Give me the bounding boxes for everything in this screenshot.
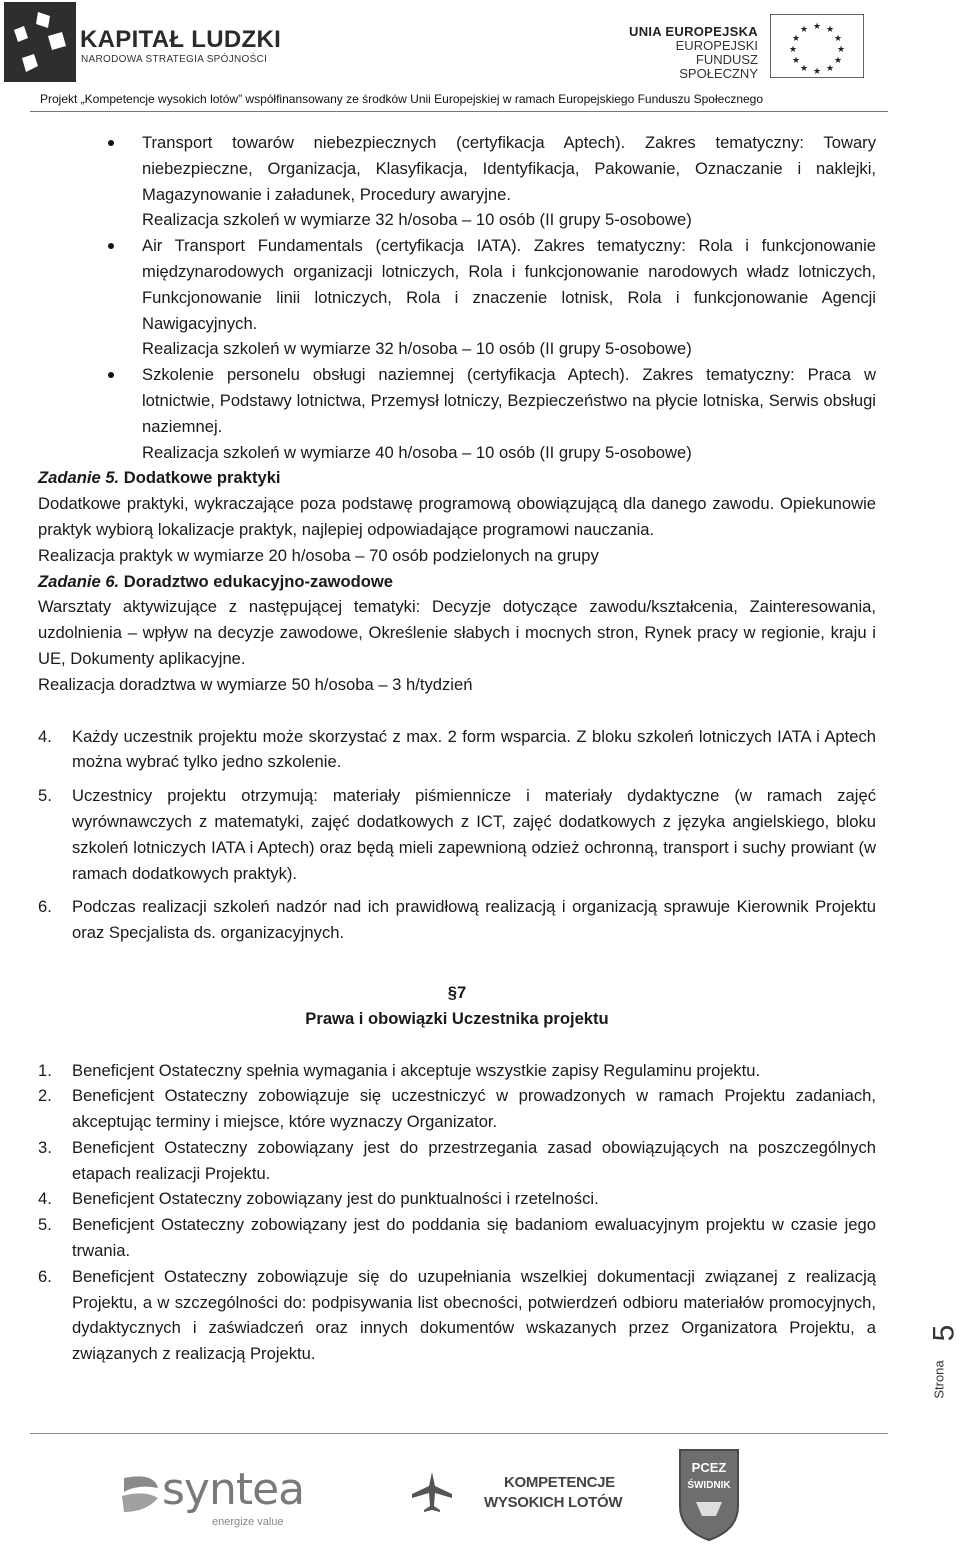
svg-text:★: ★ — [812, 67, 822, 77]
bullet-dot-icon — [108, 243, 114, 249]
pcez-line1: PCEZ — [691, 1460, 727, 1475]
rights-item — [38, 1058, 876, 1084]
rights-number: 5. — [38, 1215, 52, 1235]
bullet-realization: Realizacja szkoleń w wymiarze 32 h/osoba – 10 osób (II grupy 5-osobowe) — [142, 210, 692, 230]
page-label: Strona — [931, 1360, 947, 1399]
syntea-logo — [118, 1460, 305, 1530]
numbered-point — [38, 783, 876, 886]
point-number: 6. — [38, 897, 52, 917]
rights-text: Beneficjent Ostateczny spełnia wymagania i akceptuje wszystkie zapisy Regulaminu projektu. — [72, 1060, 761, 1080]
section-number: §7 — [447, 982, 467, 1002]
point-number: 4. — [38, 726, 52, 746]
spacer — [38, 886, 876, 894]
kompetencje-logo — [400, 1462, 650, 1524]
zadanie6-heading — [38, 569, 876, 595]
kapital-ludzki-subtitle: NARODOWA STRATEGIA SPÓJNOŚCI — [81, 54, 268, 65]
project-funding-line: Projekt „Kompetencje wysokich lotów” współfinansowany ze środków Unii Europejskiej w ramach Europejskiego Funduszu Społecznego — [40, 92, 764, 106]
rights-number: 3. — [38, 1137, 52, 1157]
zadanie5-realization: Realizacja praktyk w wymiarze 20 h/osoba – 70 osób podzielonych na grupy — [38, 545, 599, 565]
bullet-item — [38, 362, 876, 465]
kapital-ludzki-title: KAPITAŁ LUDZKI — [80, 26, 282, 53]
bullet-text: Air Transport Fundamentals (certyfikacja IATA). Zakres tematyczny: Rola i funkcjonowanie międzynarodowych organizacji lotniczych, Rola i funkcjonowanie narodowych władz lotniczych, Funkcjonowanie linii lotniczych, Rola i znaczenie lotnisk, Rola i funkcjonowanie Agencji Nawigacyjnych. — [142, 236, 876, 333]
ue-line2: EUROPEJSKI — [675, 38, 758, 53]
svg-text:★: ★ — [791, 56, 801, 66]
svg-text:★: ★ — [833, 56, 843, 66]
rights-number: 6. — [38, 1266, 52, 1286]
zadanie6-realization: Realizacja doradztwa w wymiarze 50 h/osoba – 3 h/tydzień — [38, 674, 473, 694]
svg-text:★: ★ — [799, 64, 809, 74]
kompetencje-line2: WYSOKICH LOTÓW — [484, 1494, 623, 1511]
point-text: Każdy uczestnik projektu może skorzystać z max. 2 form wsparcia. Z bloku szkoleń lotniczych IATA i Aptech można wybrać tylko jedno szkolenie. — [72, 726, 876, 772]
rights-item — [38, 1264, 876, 1367]
pcez-swidnik-emblem — [676, 1446, 742, 1542]
rights-text: Beneficjent Ostateczny zobowiązuje się do uzupełniania wszelkiej dokumentacji związanej z realizacją Projektu, a w szczególności do: podpisywania list obecności, potwierdzeń odbioru materiałów promocyjnych, dydaktycznych i zaświadczeń oraz innych dokumentów wskazanych przez Organizatora Projektu, a związanych z realizacją Projektu. — [72, 1266, 876, 1364]
bullet-dot-icon — [108, 372, 114, 378]
footer-divider — [30, 1433, 888, 1434]
airplane-icon — [410, 1470, 454, 1514]
numbered-point — [38, 724, 876, 776]
svg-text:★: ★ — [799, 25, 809, 35]
zadanie5-heading — [38, 465, 876, 491]
zadanie5-label: Zadanie 5. — [38, 468, 120, 488]
svg-text:★: ★ — [833, 34, 843, 44]
page-header — [0, 0, 960, 112]
syntea-name: syntea — [162, 1464, 305, 1515]
rights-number: 1. — [38, 1060, 52, 1080]
pcez-line2: ŚWIDNIK — [687, 1480, 731, 1491]
eu-flag-icon — [770, 14, 864, 78]
rights-number: 2. — [38, 1086, 52, 1106]
svg-text:★: ★ — [836, 45, 846, 55]
rights-item — [38, 1186, 876, 1212]
spacer — [38, 775, 876, 783]
ue-line1: UNIA EUROPEJSKA — [629, 24, 758, 39]
rights-text: Beneficjent Ostateczny zobowiązany jest do punktualności i rzetelności. — [72, 1189, 599, 1209]
zadanie5-title: Dodatkowe praktyki — [123, 468, 281, 488]
document-body — [38, 130, 876, 1367]
bullet-dot-icon — [108, 140, 114, 146]
point-text: Uczestnicy projektu otrzymują: materiały piśmiennicze i materiały dydaktyczne (w ramach zajęć wyrównawczych z matematyki, zajęć dodatkowych z ICT, zajęć dodatkowych z języka angielskiego, bloku szkoleń lotniczych IATA i Aptech) oraz będą mieli zapewnioną odzież ochronną, transport i suchy prowiant (w ramach dodatkowych praktyk). — [72, 786, 876, 883]
syntea-tagline: energize value — [212, 1516, 284, 1528]
section-title: Prawa i obowiązki Uczestnika projektu — [305, 1008, 609, 1028]
bullet-realization: Realizacja szkoleń w wymiarze 40 h/osoba – 10 osób (II grupy 5-osobowe) — [142, 442, 692, 462]
rights-item — [38, 1083, 876, 1135]
zadanie5-text: Dodatkowe praktyki, wykraczające poza podstawę programową obowiązującą dla danego zawodu. Opiekunowie praktyk wybiorą lokalizacje praktyk, najlepiej odpowiadające programowi nauczania. — [38, 494, 876, 539]
zadanie6-title: Doradztwo edukacyjno-zawodowe — [123, 571, 394, 591]
svg-text:★: ★ — [791, 34, 801, 44]
kapital-ludzki-logo — [4, 2, 76, 82]
svg-text:★: ★ — [788, 45, 798, 55]
header-divider — [30, 111, 888, 112]
rights-item — [38, 1135, 876, 1187]
rights-item — [38, 1212, 876, 1264]
bullet-item — [38, 233, 876, 362]
zadanie6-text: Warsztaty aktywizujące z następującej tematyki: Decyzje dotyczące zawodu/kształcenia, Zainteresowania, uzdolnienia – wpływ na decyzje zawodowe, Określenie słabych i mocnych stron, Rynek pracy w regionie, kraju i UE, Dokumenty aplikacyjne. — [38, 597, 876, 668]
zadanie6-label: Zadanie 6. — [38, 571, 120, 591]
page-number-marker — [927, 1324, 960, 1410]
bullet-item — [38, 130, 876, 233]
syntea-swirl-icon — [118, 1468, 162, 1518]
svg-text:★: ★ — [825, 64, 835, 74]
bullet-realization: Realizacja szkoleń w wymiarze 32 h/osoba – 10 osób (II grupy 5-osobowe) — [142, 339, 692, 359]
spacer — [38, 946, 876, 972]
kompetencje-line1: KOMPETENCJE — [504, 1474, 615, 1491]
spacer — [38, 972, 876, 980]
bullet-text: Transport towarów niebezpiecznych (certyfikacja Aptech). Zakres tematyczny: Towary niebezpieczne, Organizacja, Klasyfikacja, Identyfikacja, Pakowanie, Oznaczanie i naklejki, Magazynowanie i załadunek, Procedury awaryjne. — [142, 133, 876, 204]
point-text: Podczas realizacji szkoleń nadzór nad ich prawidłową realizacją i organizacją sprawuje Kierownik Projektu oraz Specjalista ds. organizacyjnych. — [72, 897, 876, 943]
rights-text: Beneficjent Ostateczny zobowiązany jest do poddania się badaniom ewaluacyjnym projektu w czasie jego trwania. — [72, 1215, 876, 1261]
rights-number: 4. — [38, 1189, 52, 1209]
rights-text: Beneficjent Ostateczny zobowiązany jest do przestrzegania zasad obowiązujących na poszczególnych etapach realizacji Projektu. — [72, 1137, 876, 1183]
svg-text:★: ★ — [825, 25, 835, 35]
bullet-text: Szkolenie personelu obsługi naziemnej (certyfikacja Aptech). Zakres tematyczny: Praca w lotnictwie, Podstawy lotnictwa, Przemysł lotniczy, Bezpieczeństwo na płycie lotniska, Serwis obsługi naziemnej. — [142, 365, 876, 436]
spacer — [38, 698, 876, 724]
ue-line3: FUNDUSZ SPOŁECZNY — [679, 52, 758, 81]
ue-text-block — [622, 24, 758, 81]
point-number: 5. — [38, 786, 52, 806]
rights-text: Beneficjent Ostateczny zobowiązuje się uczestniczyć w prowadzonych w ramach Projektu zadaniach, akceptując terminy i miejsce, które wyznaczy Organizator. — [72, 1086, 876, 1132]
svg-text:★: ★ — [812, 22, 822, 32]
numbered-point — [38, 894, 876, 946]
page-number: 5 — [927, 1324, 960, 1342]
spacer — [38, 1032, 876, 1058]
